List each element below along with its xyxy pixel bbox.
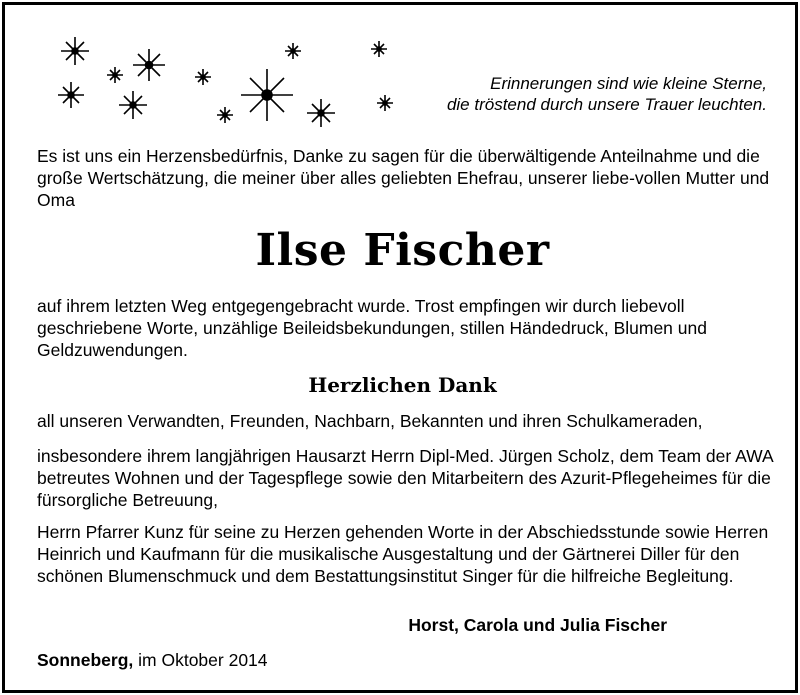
star-icon: [119, 91, 147, 119]
star-icon: [133, 49, 165, 81]
journey-paragraph: auf ihrem letzten Weg entgegengebracht wurde. Trost empfingen wir durch liebevoll geschriebene Worte, unzählige Beileidsbekundungen, stillen Händedruck, Blumen und Geldzuwendungen.: [37, 296, 707, 360]
star-icon: [61, 37, 89, 65]
thanks-heading: Herzlichen Dank: [308, 373, 497, 397]
quote-line: die tröstend durch unsere Trauer leuchten.: [446, 95, 767, 114]
thanks-all-paragraph: all unseren Verwandten, Freunden, Nachbarn, Bekannten und ihren Schulkameraden,: [37, 411, 703, 431]
deceased-name: Ilse Fischer: [255, 225, 550, 276]
place: Sonneberg,: [37, 650, 134, 670]
quote-line: Erinnerungen sind wie kleine Sterne,: [490, 74, 767, 93]
stars-decoration: [45, 33, 405, 133]
star-icon: [307, 99, 335, 127]
star-icon: [285, 43, 301, 59]
memorial-quote: [447, 73, 767, 115]
star-icon: [241, 69, 293, 121]
star-icon: [371, 41, 387, 57]
signature: Horst, Carola und Julia Fischer: [408, 615, 667, 635]
star-icon: [58, 82, 84, 108]
intro-paragraph: Es ist uns ein Herzensbedürfnis, Danke zu sagen für die überwältigende Anteilnahme und die große Wertschätzung, die meiner über alles geliebten Ehefrau, unserer liebe-vollen Mutter und Oma: [37, 146, 770, 210]
place-date: [37, 650, 268, 671]
thanks-service-paragraph: Herrn Pfarrer Kunz für seine zu Herzen gehenden Worte in der Abschiedsstunde sowie Herren Heinrich und Kaufmann für die musikalische Ausgestaltung und der Gärtnerei Diller für den schönen Blumenschmuck und dem Bestattungsinstitut Singer für die hilfreiche Begleitung.: [37, 522, 769, 586]
star-icon: [107, 67, 123, 83]
obituary-notice: [2, 2, 798, 693]
thanks-care-paragraph: insbesondere ihrem langjährigen Hausarzt Herrn Dipl-Med. Jürgen Scholz, dem Team der AWA betreutes Wohnen und der Tagespflege sowie den Mitarbeitern des Azurit-Pflegeheimes für die fürsorgliche Betreuung,: [37, 446, 773, 510]
star-icon: [217, 107, 233, 123]
star-icon: [195, 69, 211, 85]
date: im Oktober 2014: [138, 650, 268, 670]
star-icon: [377, 95, 393, 111]
